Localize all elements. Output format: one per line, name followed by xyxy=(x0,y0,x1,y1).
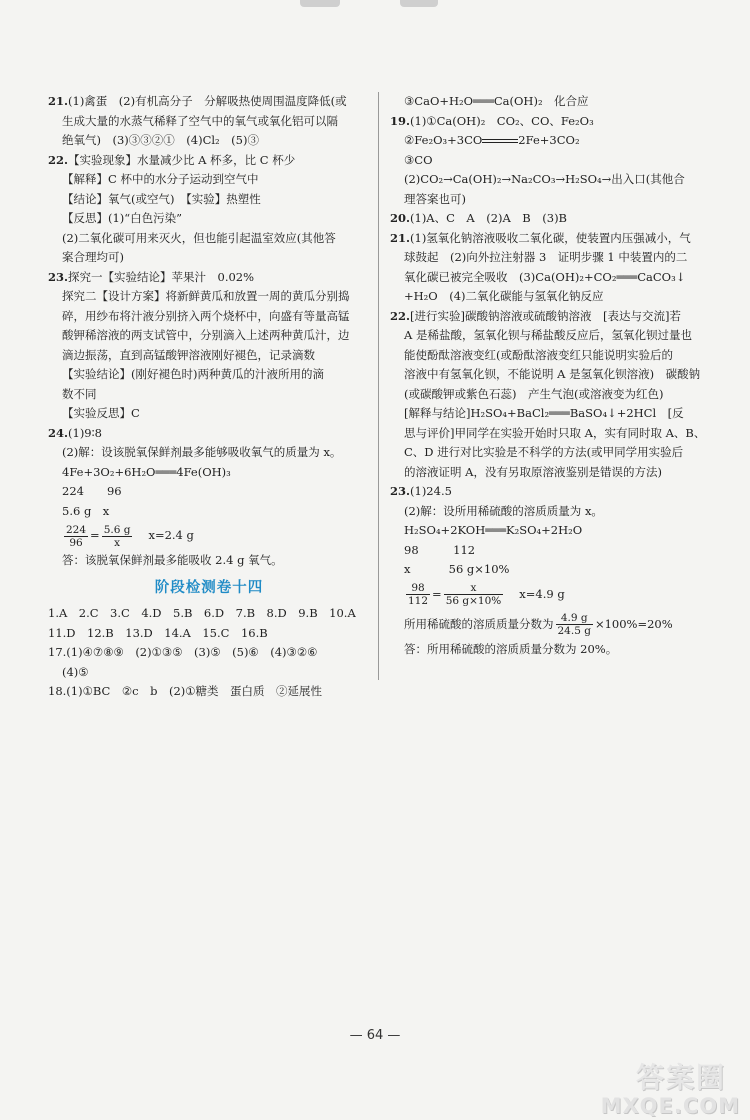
answer-text: 5.6 g x xyxy=(62,503,110,518)
answer-text: x 56 g×10% xyxy=(404,562,510,576)
answer-text: 能使酚酞溶液变红(或酚酞溶液变红只能说明实验后的 xyxy=(404,347,673,362)
answer-line xyxy=(390,151,716,171)
answer-text: (2)解：设所用稀硫酸的溶质质量为 x。 xyxy=(404,503,603,518)
question-number: 22. xyxy=(390,308,411,323)
answer-text: (1)24.5 xyxy=(410,484,452,498)
answer-line xyxy=(48,404,370,424)
answer-text: 探究二【设计方案】将新鲜黄瓜和放置一周的黄瓜分别捣 xyxy=(62,289,350,303)
answer-line xyxy=(48,604,370,624)
answer-line xyxy=(390,502,716,522)
answer-text: 【结论】氧气(或空气) 【实验】热塑性 xyxy=(62,191,261,206)
answer-text: A 是稀盐酸，氢氧化钡与稀盐酸反应后，氢氧化钡过量也 xyxy=(404,328,692,342)
answer-text: 生成大量的水蒸气稀释了空气中的氧气或氧化铝可以隔 xyxy=(62,113,338,128)
answer-text: C、D 进行对比实验是不科学的方法(或甲同学用实验后 xyxy=(404,445,684,459)
answer-text: 11.D 12.B 13.D 14.A 15.C 16.B xyxy=(48,625,268,640)
fraction-numerator: 224 xyxy=(66,523,87,536)
answer-line xyxy=(48,190,370,210)
fraction-denominator: 112 xyxy=(408,595,429,607)
answer-text: 探究一【实验结论】苹果汁 0.02% xyxy=(68,269,255,284)
answer-line xyxy=(48,365,370,385)
watermark-text: 答案圈 xyxy=(635,1061,726,1094)
answer-line xyxy=(390,463,716,483)
answer-line xyxy=(48,92,370,112)
answer-text: 17.(1)④⑦⑧⑨ (2)①③⑤ (3)⑤ (5)⑥ (4)③②⑥ xyxy=(48,645,318,659)
answer-line xyxy=(48,502,370,522)
answer-line xyxy=(390,248,716,268)
left-answer-lines xyxy=(48,92,370,521)
top-decoration xyxy=(300,0,340,7)
fraction-numerator: x xyxy=(444,582,504,595)
answer-line xyxy=(48,682,370,702)
answer-text: ③CaO+H₂O═══Ca(OH)₂ 化合应 xyxy=(404,94,589,108)
answer-text: ②Fe₂O₃+3CO xyxy=(404,133,483,147)
answer-line xyxy=(390,541,716,561)
answer-line xyxy=(48,663,370,683)
answer-line: 答：所用稀硫酸的溶质质量分数为 20%。 xyxy=(404,641,618,656)
answer-line xyxy=(48,463,370,483)
answer-line xyxy=(390,424,716,444)
answer-text: 2Fe+3CO₂ xyxy=(518,133,580,147)
percentage-prefix: 所用稀硫酸的溶质质量分数为 xyxy=(404,616,554,631)
answer-text: 滴边振荡，直到高锰酸钾溶液刚好褪色，记录滴数 xyxy=(62,347,315,362)
equation-fraction-24: $\frac{224}{96}$ = $\frac{5.6 g}{x}$ x=2.4 g xyxy=(66,523,194,549)
answer-text: [解释与结论]H₂SO₄+BaCl₂═══BaSO₄↓+2HCl [反 xyxy=(404,406,684,420)
question-number: 19. xyxy=(390,113,411,128)
answer-line xyxy=(48,151,370,171)
answer-line xyxy=(390,404,716,424)
question-number: 24. xyxy=(48,425,69,440)
question-number: 22. xyxy=(48,152,69,167)
fraction xyxy=(406,582,430,607)
answer-line xyxy=(390,287,716,307)
answer-text: 酸钾稀溶液的两支试管中，分别滴入上述两种黄瓜汁，边 xyxy=(62,328,350,342)
answer-line xyxy=(48,287,370,307)
answer-line xyxy=(390,268,716,288)
answer-text: 【实验现象】水量减少比 A 杯多，比 C 杯少 xyxy=(68,152,296,167)
watermark-url: MXQE.COM xyxy=(600,1094,740,1118)
answer-line xyxy=(48,209,370,229)
answer-line xyxy=(390,170,716,190)
answer-line xyxy=(48,248,370,268)
answer-line xyxy=(48,229,370,249)
answer-line xyxy=(390,346,716,366)
answer-text: ③CO xyxy=(404,152,433,167)
answer-line xyxy=(48,443,370,463)
left-column xyxy=(48,92,370,702)
answer-text: (2)二氧化碳可用来灭火，但也能引起温室效应(其他答 xyxy=(62,230,336,245)
answer-line xyxy=(390,482,716,502)
watermark-logo xyxy=(554,1056,744,1118)
answer-line xyxy=(390,365,716,385)
answer-line xyxy=(48,424,370,444)
answer-text: 98 112 xyxy=(404,542,476,557)
answer-line xyxy=(48,112,370,132)
answer-text: 氧化碳已被完全吸收 (3)Ca(OH)₂+CO₂═══CaCO₃↓ xyxy=(404,269,686,284)
answer-line xyxy=(48,624,370,644)
question-number: 21. xyxy=(390,230,411,245)
fraction xyxy=(444,582,504,607)
percentage-suffix: ×100%=20% xyxy=(594,616,673,631)
answer-text: 1.A 2.C 3.C 4.D 5.B 6.D 7.B 8.D 9.B 10.A xyxy=(48,606,356,620)
answer-line xyxy=(48,346,370,366)
answer-text: 案合理均可) xyxy=(62,250,124,264)
answer-line xyxy=(48,482,370,502)
answer-line xyxy=(390,443,716,463)
fraction-denominator: x xyxy=(114,536,121,549)
answer-text: [进行实验]碳酸钠溶液或硫酸钠溶液 [表达与交流]若 xyxy=(410,308,681,323)
answer-text: (1)①Ca(OH)₂ CO₂、CO、Fe₂O₃ xyxy=(410,113,594,128)
answer-text: 【实验反思】C xyxy=(62,406,140,420)
answer-line xyxy=(48,643,370,663)
answer-text: (2)CO₂→Ca(OH)₂→Na₂CO₃→H₂SO₄→出入口(其他合 xyxy=(404,172,685,186)
answer-line xyxy=(48,268,370,288)
fraction-denominator: 56 g×10% xyxy=(445,595,502,607)
answer-text: 4Fe+3O₂+6H₂O═══4Fe(OH)₃ xyxy=(62,464,231,479)
equation-fraction-23: $\frac{98}{112}$ = $\frac{x}{56 g\times 10\%}$ x=4.9 g xyxy=(408,582,565,607)
fraction-numerator: 98 xyxy=(406,582,430,595)
answer-text: (2)解：设该脱氧保鲜剂最多能够吸收氧气的质量为 x。 xyxy=(62,445,342,459)
fraction-denominator: 96 xyxy=(69,536,83,549)
result-text: x=4.9 g xyxy=(519,586,565,601)
column-divider xyxy=(378,92,379,680)
answer-line xyxy=(390,307,716,327)
section-title: 阶段检测卷十四 xyxy=(154,579,264,596)
answer-text: H₂SO₄+2KOH═══K₂SO₄+2H₂O xyxy=(404,523,583,537)
question-number: 20. xyxy=(390,211,411,225)
fraction xyxy=(102,524,133,549)
answer-text: 18.(1)①BC ②c b (2)①糖类 蛋白质 ②延展性 xyxy=(48,684,323,698)
answer-line xyxy=(48,385,370,405)
answer-text: 数不同 xyxy=(62,386,97,401)
answer-text: 224 96 xyxy=(62,484,122,498)
answer-text: 绝氧气) (3)③③②① (4)Cl₂ (5)③ xyxy=(62,133,259,147)
answer-text: 溶液中有氢氧化钡，不能说明 A 是氢氧化钡溶液) 碳酸钠 xyxy=(404,367,701,381)
answer-text: 思与评价]甲同学在实验开始时只取 A，实有同时取 A、B、 xyxy=(404,425,706,440)
fraction-denominator: 24.5 g xyxy=(557,625,591,637)
answer-line xyxy=(48,170,370,190)
answer-line xyxy=(390,385,716,405)
answer-text: 碎，用纱布将汁液分别挤入两个烧杯中，向盛有等量高锰 xyxy=(62,308,350,323)
answer-line xyxy=(390,521,716,541)
result-text: x=2.4 g xyxy=(148,528,194,543)
answer-line xyxy=(390,112,716,132)
left-answer-lines-2 xyxy=(48,604,370,702)
answer-line xyxy=(390,326,716,346)
answer-text: 理答案也可) xyxy=(404,191,466,206)
answer-text: (或碳酸钾或紫色石蕊) 产生气泡(或溶液变为红色) xyxy=(404,386,664,401)
answer-line xyxy=(390,131,716,151)
right-answer-lines xyxy=(390,92,716,580)
answer-text: (1)A、C A (2)A B (3)B xyxy=(410,211,568,225)
answer-text: 【反思】(1)“白色污染” xyxy=(62,211,183,225)
answer-text: 【实验结论】(刚好褪色时)两种黄瓜的汁液所用的滴 xyxy=(62,367,324,381)
fraction-numerator: 5.6 g xyxy=(103,523,131,536)
answer-line xyxy=(390,229,716,249)
answer-line xyxy=(48,131,370,151)
fraction xyxy=(556,612,593,637)
answer-line xyxy=(48,326,370,346)
answer-text: (1)氢氧化钠溶液吸收二氧化碳，使装置内压强减小，气 xyxy=(410,230,691,245)
answer-text: 【解释】C 杯中的水分子运动到空气中 xyxy=(62,172,259,186)
answer-line xyxy=(48,307,370,327)
answer-text: (4)⑤ xyxy=(62,664,89,679)
page-number: — 64 — xyxy=(349,1028,401,1043)
question-number: 23. xyxy=(48,269,69,284)
answer-text: (1)9∶8 xyxy=(68,425,102,440)
answer-line xyxy=(390,209,716,229)
answer-text: 的溶液证明 A，没有另取原溶液鉴别是错误的方法) xyxy=(404,464,662,479)
question-number: 21. xyxy=(48,94,69,108)
answer-line xyxy=(390,560,716,580)
top-decoration xyxy=(400,0,438,7)
question-number: 23. xyxy=(390,484,411,498)
answer-text: 球鼓起 (2)向外拉注射器 3 证明步骤 1 中装置内的二 xyxy=(404,250,688,264)
reaction-condition xyxy=(482,131,518,151)
answer-text: +H₂O (4)二氧化碳能与氢氧化钠反应 xyxy=(404,289,604,303)
answer-line xyxy=(390,190,716,210)
answer-text: (1)禽蛋 (2)有机高分子 分解吸热使周围温度降低(或 xyxy=(68,94,347,108)
percentage-line xyxy=(390,610,716,640)
fraction xyxy=(64,524,88,549)
answer-line xyxy=(390,92,716,112)
answer-line: 答：该脱氧保鲜剂最多能吸收 2.4 g 氧气。 xyxy=(62,553,283,567)
right-column xyxy=(390,92,716,659)
fraction-numerator: 4.9 g xyxy=(556,612,593,625)
